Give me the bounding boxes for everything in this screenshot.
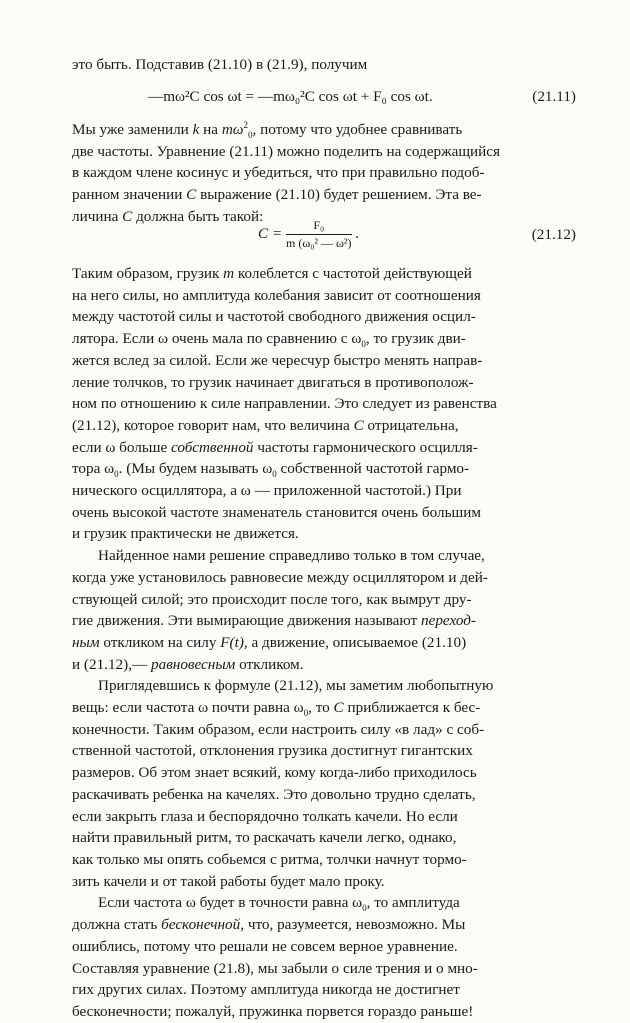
text-line: две частоты. Уравнение (21.11) можно поделить на содержащийся (72, 142, 501, 160)
equation-number: (21.12) (531, 226, 576, 243)
equation-number: (21.11) (532, 88, 576, 105)
text-line: жется вслед за силой. Если же чересчур быстро менять направ- (72, 351, 483, 369)
text-line: Если частота ω будет в точности равна $\omega_0$, то амплитуда (98, 894, 460, 914)
text-line: Найденное нами решение справедливо только в том случае, (98, 547, 485, 565)
text-line: должна стать бесконечной, что, разумеется, невозможно. Мы (72, 916, 466, 934)
text-line: зить качели и от такой работы будет мало проку. (72, 872, 385, 890)
text-line: ственной частотой, отклонения грузика достигнут гигантских (72, 742, 473, 760)
fraction: $\frac{\text{F₀}}{\text{m (ω₀² — ω²)}}$ (285, 218, 352, 250)
text-line: если ω больше собственной частоты гармонического осцилля- (72, 438, 478, 456)
text-line: ном по отношению к силе направлении. Это следует из равенства (72, 395, 497, 413)
text-line: это быть. Подставив (21.10) в (21.9), получим (72, 56, 368, 73)
text-line: ствующей силой; это происходит после того, как вымрут дру- (72, 590, 472, 608)
text-line: Приглядевшись к формуле (21.12), мы заметим любопытную (98, 677, 494, 695)
text-line: как только мы опять собьемся с ритма, толчки начнут тормо- (72, 850, 467, 868)
text-line: лятора. Если ω очень мала по сравнению с $\omega_0$, то грузик дви- (72, 330, 466, 350)
text-line: ошиблись, потому что решали не совсем верное уравнение. (72, 937, 458, 955)
text-line: (21.12), которое говорит нам, что величина C отрицательна, (72, 416, 459, 434)
text-line: размеров. Об этом знает всякий, кому когда-либо приходилось (72, 764, 477, 782)
text-line: очень высокой частоте знаменатель становится очень большим (72, 503, 481, 521)
text-line: и (21.12),— равновесным откликом. (72, 655, 304, 673)
paragraph-1 (72, 119, 576, 228)
intro-paragraph (72, 54, 576, 76)
text-line: на него силы, но амплитуда колебания зависит от соотношения (72, 286, 481, 304)
equation-body: —mω²C cos ωt = —mω₀²C cos ωt + F₀ cos ωt. (148, 88, 433, 105)
text-line: когда уже установилось равновесие между осциллятором и дей- (72, 568, 488, 586)
text-line: вещь: если частота ω почти равна $\omega_0$, то C приближается к бес- (72, 699, 481, 719)
text-line: ление толчков, то грузик начинает двигаться в противополож- (72, 373, 474, 391)
text-line: Составляя уравнение (21.8), мы забыли о силе трения и о мно- (72, 959, 478, 977)
text-line: раскачивать ребенка на качелях. Это довольно трудно сделать, (72, 785, 476, 803)
text-line: Таким образом, грузик m колеблется с частотой действующей (72, 265, 472, 282)
text-line: личина C должна быть такой: (72, 207, 264, 225)
text-line: нического осциллятора, а ω — приложенной частотой.) При (72, 482, 462, 500)
text-line: ным откликом на силу F(t), а движение, описываемое (21.10) (72, 633, 467, 651)
text-line: бесконечности; пожалуй, пружинка порвется гораздо раньше! (72, 1002, 474, 1020)
text-line: тора $\omega_0$. (Мы будем называть $\omega_0$ собственной частотой гармо- (72, 460, 470, 480)
paragraph-2 (72, 263, 576, 1023)
equation-21-12 (72, 218, 576, 258)
text-line: конечности. Таким образом, если настроить силу «в лад» с соб- (72, 720, 485, 738)
text-line: в каждом члене косинус и убедиться, что при правильно подоб- (72, 164, 485, 182)
text-line: найти правильный ритм, то раскачать качели легко, однако, (72, 829, 457, 847)
text-line: и грузик практически не движется. (72, 525, 299, 543)
text-line: если закрыть глаза и беспорядочно толкать качели. Но если (72, 807, 458, 825)
equation-body: C = $\frac{\text{F₀}}{\text{m (ω₀² — ω²)}}$ . (258, 218, 360, 250)
text-line: гие движения. Эти вымирающие движения называют переход- (72, 612, 476, 630)
text-line: Мы уже заменили k на $m\omega^2_0$, потому что удобнее сравнивать (72, 119, 463, 141)
text-line: ранном значении C выражение (21.10) будет решением. Эта ве- (72, 186, 482, 204)
equation-21-11 (72, 88, 576, 112)
text-line: между частотой силы и частотой свободного движения осцил- (72, 308, 476, 326)
text-line: гих других силах. Поэтому амплитуда никогда не достигнет (72, 981, 460, 999)
